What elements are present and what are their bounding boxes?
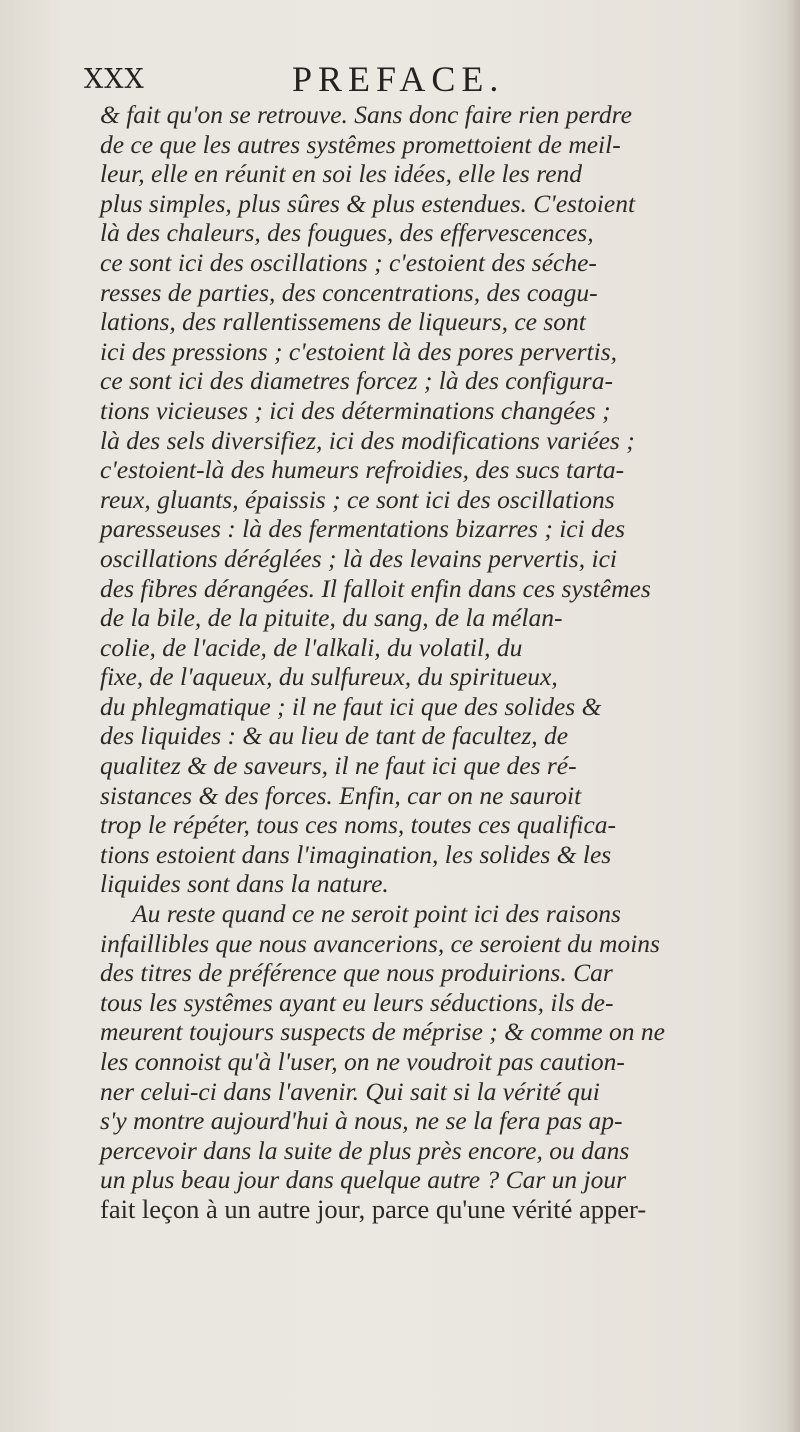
text-line: ce sont ici des diametres forcez ; là des configura- bbox=[100, 366, 613, 396]
running-title: PREFACE. bbox=[292, 59, 505, 99]
text-line: c'estoient-là des humeurs refroidies, des sucs tarta- bbox=[100, 455, 625, 485]
text-line: trop le répéter, tous ces noms, toutes ces qualifica- bbox=[100, 810, 617, 840]
text-line: un plus beau jour dans quelque autre ? Car un jour bbox=[100, 1165, 627, 1195]
text-line: lations, des rallentissemens de liqueurs, ce sont bbox=[100, 307, 586, 337]
page-header bbox=[84, 58, 744, 106]
text-line: percevoir dans la suite de plus près encore, ou dans bbox=[100, 1135, 630, 1165]
text-line: ce sont ici des oscillations ; c'estoient des séche- bbox=[100, 247, 597, 277]
text-line: fixe, de l'aqueux, du sulfureux, du spiritueux, bbox=[100, 662, 558, 692]
text-line: meurent toujours suspects de méprise ; & comme on ne bbox=[100, 1017, 665, 1047]
text-line: ici des pressions ; c'estoient là des pores pervertis, bbox=[100, 336, 618, 366]
text-line: resses de parties, des concentrations, des coagu- bbox=[100, 277, 598, 307]
text-line: des titres de préférence que nous produirions. Car bbox=[100, 958, 613, 988]
text-line: s'y montre aujourd'hui à nous, ne se la fera pas ap- bbox=[100, 1106, 623, 1136]
text-line: colie, de l'acide, de l'alkali, du volatil, du bbox=[100, 632, 523, 662]
text-line: paresseuses : là des fermentations bizarres ; ici des bbox=[100, 514, 626, 544]
text-line: qualitez & de saveurs, il ne faut ici que des ré- bbox=[100, 751, 577, 781]
text-line: des liquides : & au lieu de tant de facultez, de bbox=[100, 721, 569, 751]
text-line: tions vicieuses ; ici des déterminations changées ; bbox=[100, 395, 611, 425]
text-line: plus simples, plus sûres & plus estendues. C'estoient bbox=[100, 188, 636, 218]
text-line: tous les systêmes ayant eu leurs séductions, ils de- bbox=[100, 987, 614, 1017]
text-line: sistances & des forces. Enfin, car on ne sauroit bbox=[100, 780, 582, 810]
paragraph-first-line: Au reste quand ce ne seroit point ici des raisons bbox=[132, 899, 621, 929]
text-line: fait leçon à un autre jour, parce qu'une vérité apper- bbox=[100, 1193, 647, 1224]
text-line: leur, elle en réunit en soi les idées, elle les rend bbox=[100, 159, 583, 189]
text-line: ner celui-ci dans l'avenir. Qui sait si la vérité qui bbox=[100, 1076, 600, 1106]
text-line: les connoist qu'à l'user, on ne voudroit pas caution- bbox=[100, 1047, 625, 1076]
page-number: XXX bbox=[84, 64, 145, 95]
page-edge-shadow bbox=[786, 0, 800, 1432]
text-line: de ce que les autres systêmes promettoient de meil- bbox=[100, 129, 621, 159]
text-line: du phlegmatique ; il ne faut ici que des solides & bbox=[100, 691, 602, 721]
text-line: liquides sont dans la nature. bbox=[100, 869, 389, 899]
text-line: là des sels diversifiez, ici des modifications variées ; bbox=[100, 425, 635, 455]
body-text bbox=[100, 100, 760, 1225]
text-line: tions estoient dans l'imagination, les solides & les bbox=[100, 839, 612, 869]
text-line: là des chaleurs, des fougues, des effervescences, bbox=[100, 218, 594, 248]
text-line: des fibres dérangées. Il falloit enfin dans ces systêmes bbox=[100, 573, 651, 603]
text-line: infaillibles que nous avancerions, ce seroient du moins bbox=[100, 928, 660, 958]
text-line: reux, gluants, épaissis ; ce sont ici des oscillations bbox=[100, 484, 615, 514]
text-line: de la bile, de la pituite, du sang, de la mélan- bbox=[100, 603, 563, 633]
text-line: oscillations déréglées ; là des levains pervertis, ici bbox=[100, 543, 617, 573]
text-line: & fait qu'on se retrouve. Sans donc faire rien perdre bbox=[100, 100, 632, 129]
